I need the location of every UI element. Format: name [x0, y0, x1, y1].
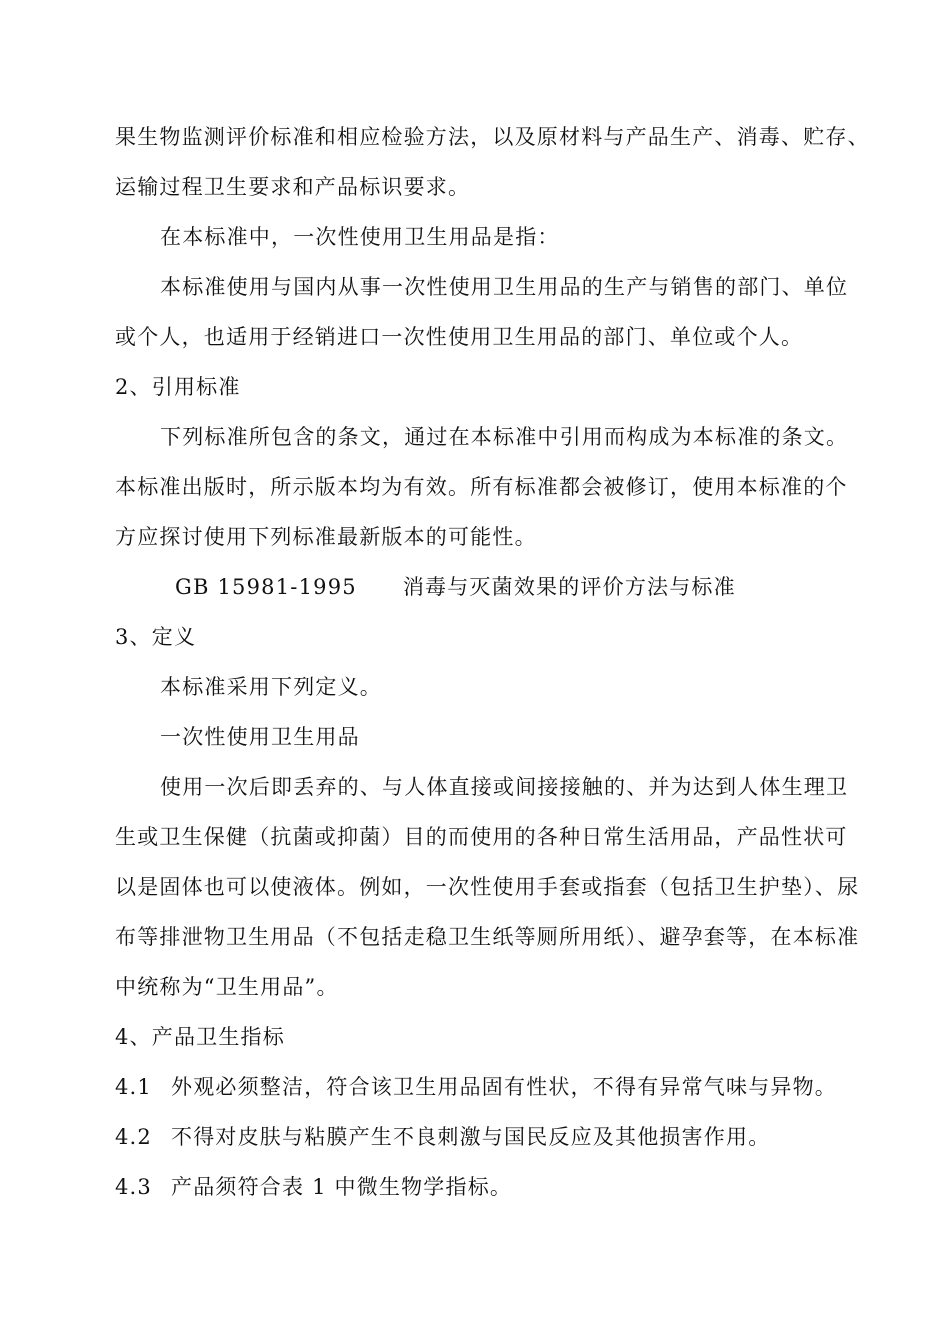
clause-number: 4.2: [115, 1125, 152, 1149]
paragraph-line: 生或卫生保健（抗菌或抑菌）目的而使用的各种日常生活用品，产品性状可: [115, 825, 848, 849]
paragraph-line: 方应探讨使用下列标准最新版本的可能性。: [115, 525, 537, 549]
paragraph-line: 中统称为“卫生用品”。: [115, 975, 339, 999]
paragraph-line: 在本标准中，一次性使用卫生用品是指：: [160, 225, 560, 249]
section-heading: 4、产品卫生指标: [115, 1025, 285, 1049]
reference-code: GB 15981-1995: [175, 575, 357, 599]
clause-number: 4.1: [115, 1075, 152, 1099]
paragraph-line: 运输过程卫生要求和产品标识要求。: [115, 175, 471, 199]
section-heading: 2、引用标准: [115, 375, 241, 399]
paragraph-line: 本标准采用下列定义。: [160, 675, 382, 699]
clause-text: 产品须符合表 1 中微生物学指标。: [171, 1175, 513, 1199]
clause-item: [115, 1122, 770, 1152]
clause-text: 不得对皮肤与粘膜产生不良刺激与国民反应及其他损害作用。: [171, 1125, 771, 1149]
paragraph-line: 果生物监测评价标准和相应检验方法，以及原材料与产品生产、消毒、贮存、: [115, 125, 870, 149]
paragraph-line: 或个人，也适用于经销进口一次性使用卫生用品的部门、单位或个人。: [115, 325, 804, 349]
paragraph-line: 下列标准所包含的条文，通过在本标准中引用而构成为本标准的条文。: [160, 425, 849, 449]
term-heading: 一次性使用卫生用品: [160, 725, 360, 749]
paragraph-line: 使用一次后即丢弃的、与人体直接或间接接触的、并为达到人体生理卫: [160, 775, 849, 799]
paragraph-line: 本标准出版时，所示版本均为有效。所有标准都会被修订，使用本标准的个: [115, 475, 848, 499]
section-heading: 3、定义: [115, 625, 197, 649]
clause-item: [115, 1072, 837, 1102]
paragraph-line: 本标准使用与国内从事一次性使用卫生用品的生产与销售的部门、单位: [160, 275, 849, 299]
reference-standard: [175, 572, 736, 602]
clause-text: 外观必须整洁，符合该卫生用品固有性状，不得有异常气味与异物。: [171, 1075, 837, 1099]
reference-title: 消毒与灭菌效果的评价方法与标准: [402, 575, 736, 599]
clause-number: 4.3: [115, 1175, 152, 1199]
paragraph-line: 布等排泄物卫生用品（不包括走稳卫生纸等厕所用纸）、避孕套等，在本标准: [115, 925, 860, 949]
clause-item: [115, 1172, 512, 1202]
paragraph-line: 以是固体也可以使液体。例如，一次性使用手套或指套（包括卫生护垫）、尿: [115, 875, 860, 899]
